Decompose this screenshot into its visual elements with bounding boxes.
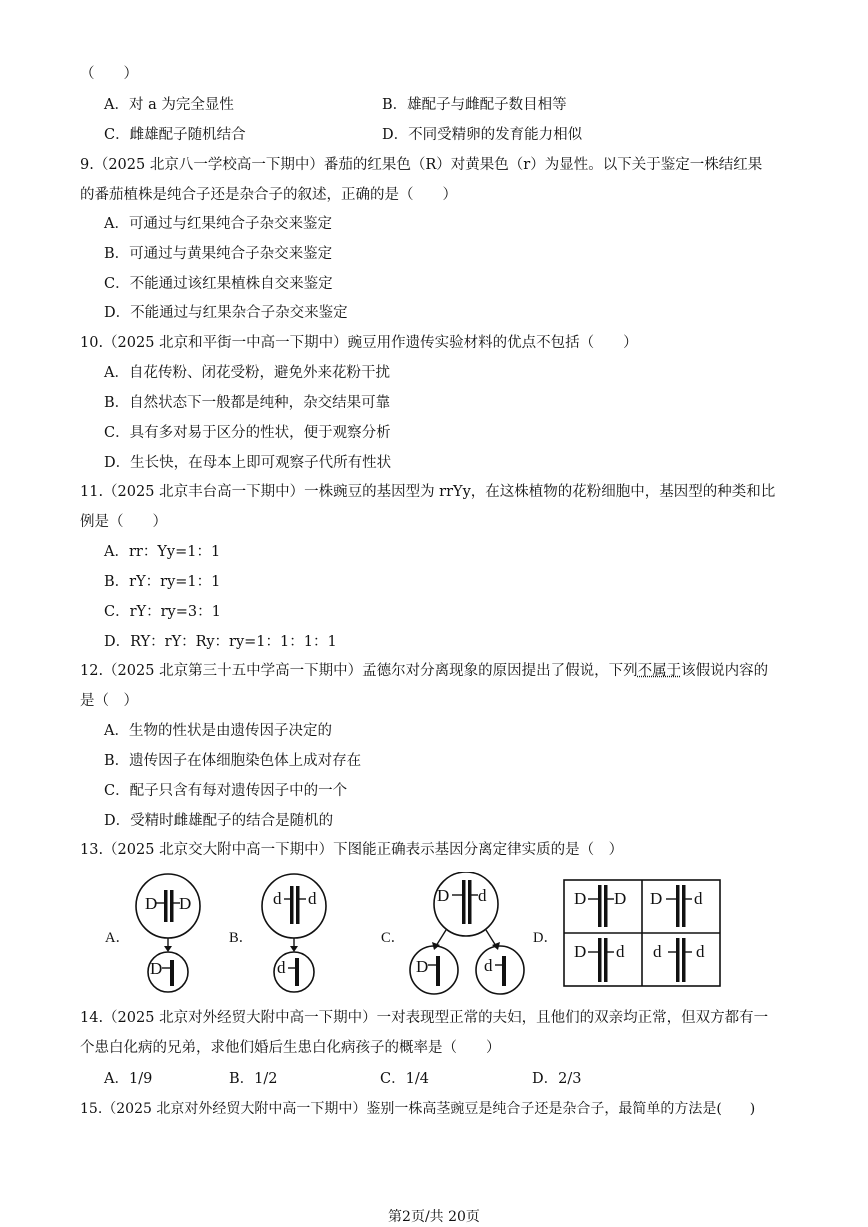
page-footer: 第2页/共 20页: [388, 1209, 480, 1225]
gene-label: D: [179, 894, 192, 913]
gene-label: d: [308, 889, 317, 908]
q11-option-c: C．rY：ry=3：1: [104, 604, 221, 620]
q15-stem: 15.（2025 北京对外经贸大附中高一下期中）鉴别一株高茎豌豆是纯合子还是杂合子，最简单的方法是( ): [80, 1101, 756, 1117]
q13-option-a-figure: [136, 874, 200, 992]
q11-option-d: D．RY：rY：Ry：ry=1：1：1：1: [104, 634, 337, 650]
q14-option-b: B．1/2: [229, 1071, 278, 1087]
q12-stem-emphasis: 不属于: [637, 663, 682, 679]
gene-label: D: [574, 889, 587, 908]
gene-label: d: [616, 942, 625, 961]
gene-label: d: [653, 942, 662, 961]
q12-option-c: C．配子只含有每对遗传因子中的一个: [104, 783, 348, 799]
q12-option-b: B．遗传因子在体细胞染色体上成对存在: [104, 753, 362, 769]
gene-label: D: [416, 957, 429, 976]
q11-stem-line2: 例是（ ）: [80, 514, 167, 530]
q14-stem-line1: 14.（2025 北京对外经贸大附中高一下期中）一对表现型正常的夫妇，且他们的双亲均正常，但双方都有一: [80, 1010, 769, 1026]
q8-option-d: D．不同受精卵的发育能力相似: [382, 127, 583, 143]
gene-label: D: [574, 942, 587, 961]
q12-stem-post: 该假说内容的: [681, 663, 769, 679]
gene-label: D: [614, 889, 627, 908]
q8-option-c: C．雌雄配子随机结合: [104, 127, 246, 143]
q9-stem-line2: 的番茄植株是纯合子还是杂合子的叙述，正确的是（ ）: [80, 187, 457, 203]
gene-label: d: [484, 956, 493, 975]
q12-option-d: D．受精时雌雄配子的结合是随机的: [104, 813, 334, 829]
gene-label: d: [273, 889, 282, 908]
q8-paren: （ ）: [80, 66, 138, 82]
q13-label-a: A．: [105, 930, 130, 946]
gene-label: D: [145, 894, 158, 913]
q13-label-d: D．: [533, 930, 558, 946]
q8-option-a: A．对 a 为完全显性: [104, 97, 234, 113]
q11-option-b: B．rY：ry=1：1: [104, 574, 221, 590]
q13-label-b: B．: [229, 930, 254, 946]
gene-label: D: [650, 889, 663, 908]
q11-stem-line1: 11.（2025 北京丰台高一下期中）一株豌豆的基因型为 rrYy，在这株植物的花粉细胞中，基因型的种类和比: [80, 484, 776, 500]
q13-option-d-figure: [564, 880, 720, 986]
q12-stem-line2: 是（ ）: [80, 693, 138, 709]
gene-label: d: [478, 886, 487, 905]
q14-option-d: D．2/3: [532, 1071, 582, 1087]
q12-stem-line1: [80, 661, 768, 681]
q13-stem: 13.（2025 北京交大附中高一下期中）下图能正确表示基因分离定律实质的是（ ）: [80, 842, 624, 858]
q9-stem-line1: 9.（2025 北京八一学校高一下期中）番茄的红果色（R）对黄果色（r）为显性。以下关于鉴定一株结红果: [80, 157, 763, 173]
q14-option-a: A．1/9: [104, 1071, 153, 1087]
q9-option-d: D．不能通过与红果杂合子杂交来鉴定: [104, 305, 348, 321]
q10-option-c: C．具有多对易于区分的性状，便于观察分析: [104, 425, 391, 441]
q13-option-b-figure: [262, 874, 326, 992]
q14-stem-line2: 个患白化病的兄弟，求他们婚后生患白化病孩子的概率是（ ）: [80, 1040, 501, 1056]
gene-label: D: [437, 886, 450, 905]
q8-option-b: B．雄配子与雌配子数目相等: [382, 97, 567, 113]
q9-option-b: B．可通过与黄果纯合子杂交来鉴定: [104, 246, 333, 262]
q12-stem-pre: 12.（2025 北京第三十五中学高一下期中）孟德尔对分离现象的原因提出了假说，下列: [80, 663, 638, 679]
q10-option-a: A．自花传粉、闭花受粉，避免外来花粉干扰: [104, 365, 390, 381]
q13-gene-diagram: [100, 872, 730, 1000]
q10-option-b: B．自然状态下一般都是纯种，杂交结果可靠: [104, 395, 391, 411]
q9-option-c: C．不能通过该红果植株自交来鉴定: [104, 276, 333, 292]
gene-label: d: [277, 958, 286, 977]
q10-option-d: D．生长快，在母本上即可观察子代所有性状: [104, 455, 392, 471]
gene-label: d: [696, 942, 705, 961]
gene-label: d: [694, 889, 703, 908]
q11-option-a: A．rr：Yy=1：1: [104, 544, 221, 560]
q12-option-a: A．生物的性状是由遗传因子决定的: [104, 723, 332, 739]
q9-option-a: A．可通过与红果纯合子杂交来鉴定: [104, 216, 332, 232]
gene-label: D: [150, 959, 163, 978]
q13-label-c: C．: [381, 930, 406, 946]
q14-option-c: C．1/4: [380, 1071, 429, 1087]
q13-option-c-figure: [410, 872, 524, 994]
q10-stem: 10.（2025 北京和平街一中高一下期中）豌豆用作遗传实验材料的优点不包括（ ）: [80, 335, 638, 351]
